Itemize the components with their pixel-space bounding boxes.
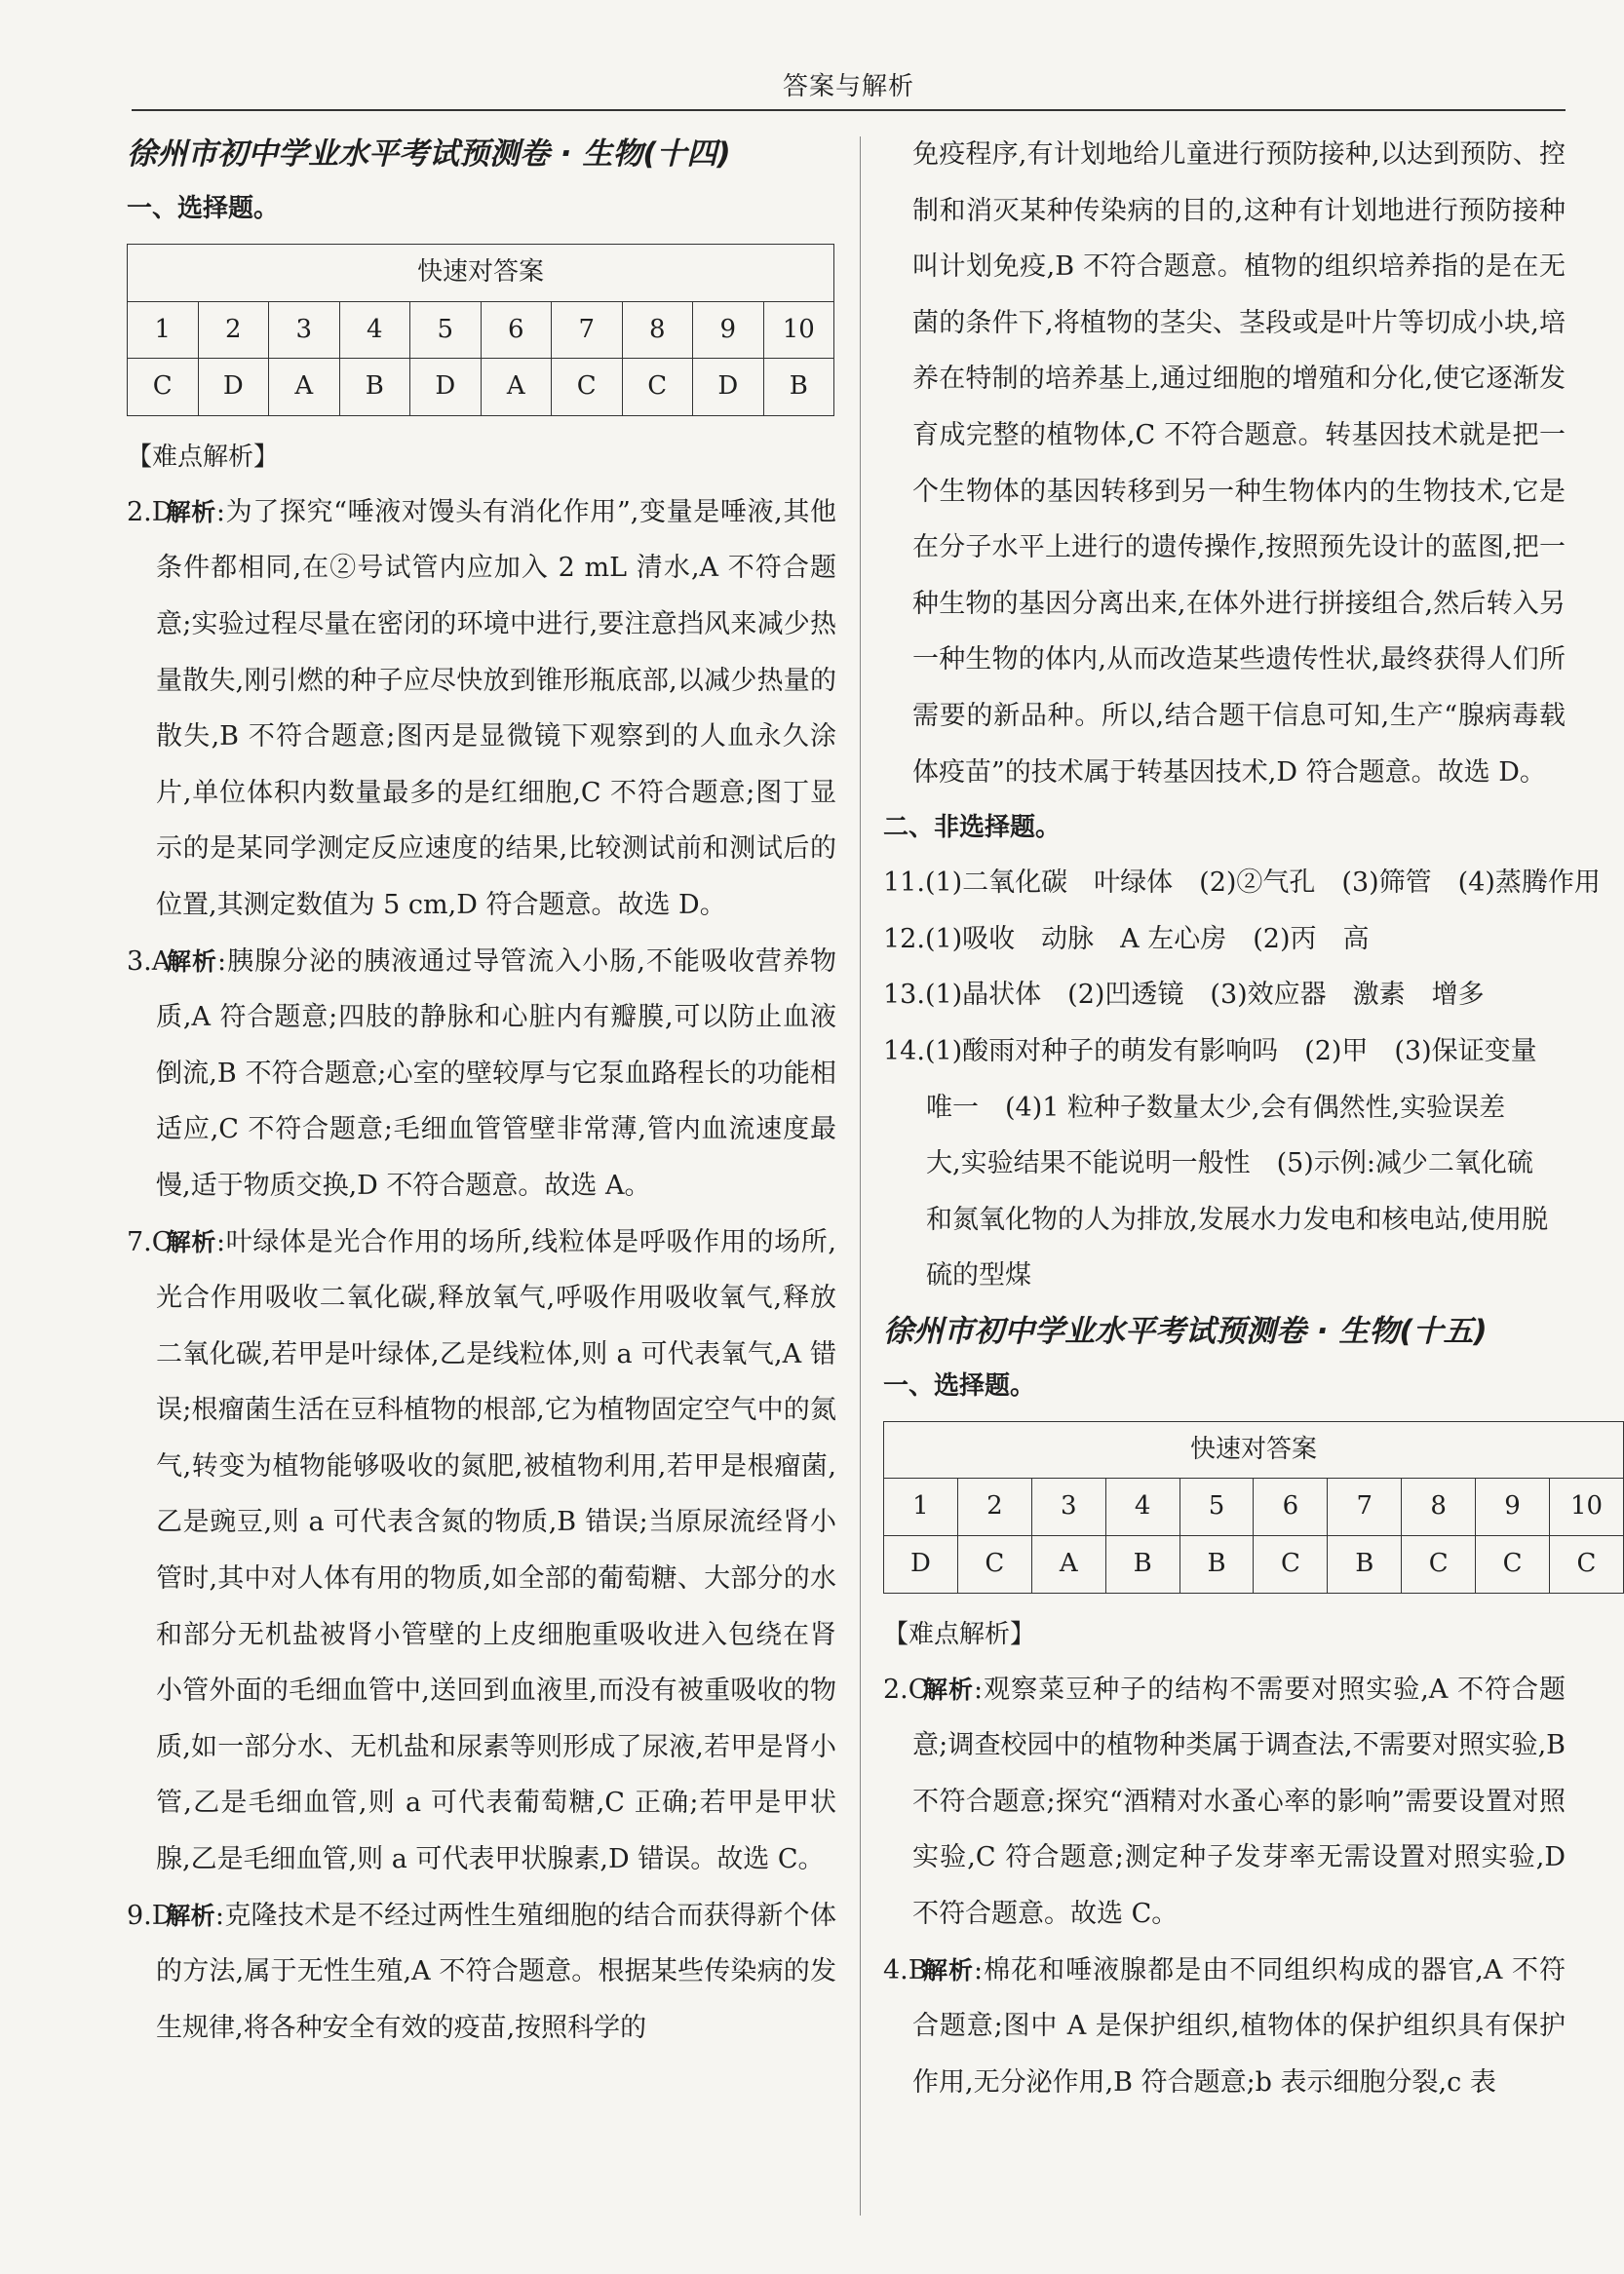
answer-cell: C	[1476, 1536, 1550, 1594]
answer-row	[128, 359, 834, 416]
question-number: 5	[410, 301, 482, 359]
question-number: 8	[1402, 1479, 1476, 1536]
analysis-label: 解析	[922, 1675, 975, 1704]
answer-cell: A	[481, 359, 552, 416]
answer-cell: B	[339, 359, 410, 416]
answer-cell: A	[269, 359, 340, 416]
answer-cell: B	[1105, 1536, 1179, 1594]
question-number: 7	[552, 301, 623, 359]
question-number: 9	[1476, 1479, 1550, 1536]
analysis-item	[883, 1662, 1566, 1943]
item-number: 4.B	[883, 1954, 928, 1985]
item-number: 7.C	[127, 1226, 173, 1257]
answer-table	[127, 244, 834, 416]
question-number-row	[128, 301, 834, 359]
question-number: 7	[1328, 1479, 1402, 1536]
answer-cell: C	[1402, 1536, 1476, 1594]
analysis-item	[127, 484, 836, 934]
answer-cell: C	[957, 1536, 1031, 1594]
analysis-label: 解析	[166, 1901, 215, 1930]
question-number: 4	[339, 301, 410, 359]
question-number: 6	[481, 301, 552, 359]
analysis-label: 解析	[166, 946, 218, 976]
answer-line: 14.(1)酸雨对种子的萌发有影响吗 (2)甲 (3)保证变量	[883, 1035, 1537, 1066]
analysis-item	[127, 1888, 836, 2057]
answer-cell: C	[128, 359, 199, 416]
question-number: 5	[1179, 1479, 1254, 1536]
answer-line: 12.(1)吸收 动脉 A 左心房 (2)丙 高	[883, 923, 1370, 954]
question-number: 9	[693, 301, 764, 359]
answer-cell: D	[884, 1536, 958, 1594]
answer-line: 硫的型煤	[926, 1260, 1031, 1291]
question-number: 10	[1550, 1479, 1624, 1536]
answer-cell: C	[552, 359, 623, 416]
item-number: 9.D	[127, 1900, 174, 1931]
answer-cell: B	[1179, 1536, 1254, 1594]
left-column	[127, 127, 836, 2235]
analysis-label: 解析	[922, 1955, 975, 1985]
answer-table-caption: 快速对答案	[128, 245, 834, 302]
analysis-text: :克隆技术是不经过两性生殖细胞的结合而获得新个体的方法,属于无性生殖,A 不符合题意。根据某些传染病的发生规律,将各种安全有效的疫苗,按照科学的	[156, 1900, 836, 2043]
answer-row	[884, 1536, 1624, 1594]
analysis-text: :胰腺分泌的胰液通过导管流入小肠,不能吸收营养物质,A 符合题意;四肢的静脉和心脏内有瓣膜,可以防止血液倒流,B 不符合题意;心室的壁较厚与它泵血路程长的功能相适应,C 不符合题意;毛细血管管壁非常薄,管内血流速度最慢,适于物质交换,D 不符合题意。故选 A。	[156, 945, 836, 1201]
analysis-item	[127, 934, 836, 1214]
analysis-heading: 【难点解析】	[127, 442, 280, 472]
answer-cell: C	[1254, 1536, 1328, 1594]
analysis-item	[883, 1943, 1566, 2111]
question-number: 2	[957, 1479, 1031, 1536]
question-number: 1	[128, 301, 199, 359]
analysis-text: :棉花和唾液腺都是由不同组织构成的器官,A 不符合题意;图中 A 是保护组织,植物体的保护组织具有保护作用,无分泌作用,B 符合题意;b 表示细胞分裂,c 表	[912, 1954, 1566, 2098]
analysis-text: :观察菜豆种子的结构不需要对照实验,A 不符合题意;调查校园中的植物种类属于调查法,不需要对照实验,B 不符合题意;探究“酒精对水蚤心率的影响”需要设置对照实验,C 符合题意;测定种子发芽率无需设置对照实验,D 不符合题意。故选 C。	[912, 1674, 1566, 1930]
question-number: 10	[763, 301, 834, 359]
answer-cell: C	[622, 359, 693, 416]
answer-cell: C	[1550, 1536, 1624, 1594]
section-heading: 一、选择题。	[127, 194, 280, 223]
answer-table-caption: 快速对答案	[884, 1421, 1624, 1479]
analysis-continuation: 免疫程序,有计划地给儿童进行预防接种,以达到预防、控制和消灭某种传染病的目的,这种有计划地进行预防接种叫计划免疫,B 不符合题意。植物的组织培养指的是在无菌的条件下,将植物的茎尖、茎段或是叶片等切成小块,培养在特制的培养基上,通过细胞的增殖和分化,使它逐渐发育成完整的植物体,C 不符合题意。转基因技术就是把一个生物体的基因转移到另一种生物体内的生物技术,它是在分子水平上进行的遗传操作,按照预先设计的蓝图,把一种生物的基因分离出来,在体外进行拼接组合,然后转入另一种生物的体内,从而改造某些遗传性状,最终获得人们所需要的新品种。所以,结合题干信息可知,生产“腺病毒载体疫苗”的技术属于转基因技术,D 符合题意。故选 D。	[912, 139, 1566, 788]
item-number: 2.D	[127, 496, 174, 527]
question-number: 2	[198, 301, 269, 359]
answer-cell: D	[198, 359, 269, 416]
answer-cell: A	[1031, 1536, 1105, 1594]
answer-cell: D	[693, 359, 764, 416]
analysis-heading: 【难点解析】	[883, 1619, 1036, 1649]
header-title: 答案与解析	[782, 72, 914, 101]
section-heading: 二、非选择题。	[883, 813, 1062, 843]
page-header	[132, 64, 1566, 111]
answer-line: 和氮氧化物的人为排放,发展水力发电和核电站,使用脱	[926, 1204, 1549, 1235]
answer-line: 唯一 (4)1 粒种子数量太少,会有偶然性,实验误差	[926, 1092, 1506, 1123]
right-column	[883, 127, 1604, 2235]
analysis-item	[127, 1214, 836, 1888]
analysis-label: 解析	[166, 497, 216, 526]
column-divider	[860, 136, 861, 2216]
question-number: 4	[1105, 1479, 1179, 1536]
answer-table	[883, 1421, 1624, 1594]
question-number: 1	[884, 1479, 958, 1536]
question-number: 6	[1254, 1479, 1328, 1536]
question-number: 8	[622, 301, 693, 359]
analysis-text: :叶绿体是光合作用的场所,线粒体是呼吸作用的场所,光合作用吸收二氧化碳,释放氧气,呼吸作用吸收氧气,释放二氧化碳,若甲是叶绿体,乙是线粒体,则 a 可代表氧气,A 错误;根瘤菌生活在豆科植物的根部,它为植物固定空气中的氮气,转变为植物能够吸收的氮肥,被植物利用,若甲是根瘤菌,乙是豌豆,则 a 可代表含氮的物质,B 错误;当原尿流经肾小管时,其中对人体有用的物质,如全部的葡萄糖、大部分的水和部分无机盐被肾小管壁的上皮细胞重吸收进入包绕在肾小管外面的毛细血管中,送回到血液里,而没有被重吸收的物质,如一部分水、无机盐和尿素等则形成了尿液,若甲是肾小管,乙是毛细血管,则 a 可代表葡萄糖,C 正确;若甲是甲状腺,乙是毛细血管,则 a 可代表甲状腺素,D 错误。故选 C。	[156, 1226, 836, 1875]
item-number: 2.C	[883, 1674, 929, 1705]
answer-line: 11.(1)二氧化碳 叶绿体 (2)②气孔 (3)筛管 (4)蒸腾作用	[883, 867, 1601, 899]
item-number: 3.A	[127, 945, 172, 977]
answer-line: 大,实验结果不能说明一般性 (5)示例:减少二氧化硫	[926, 1148, 1533, 1179]
answer-cell: B	[763, 359, 834, 416]
exam-title: 徐州市初中学业水平考试预测卷 · 生物(十四)	[127, 136, 731, 172]
analysis-text: :为了探究“唾液对馒头有消化作用”,变量是唾液,其他条件都相同,在②号试管内应加入 2 mL 清水,A 不符合题意;实验过程尽量在密闭的环境中进行,要注意挡风来减少热量散失,刚引燃的种子应尽快放到锥形瓶底部,以减少热量的散失,B 不符合题意;图丙是显微镜下观察到的人血永久涂片,单位体积内数量最多的是红细胞,C 不符合题意;图丁显示的是某同学测定反应速度的结果,比较测试前和测试后的位置,其测定数值为 5 cm,D 符合题意。故选 D。	[156, 496, 836, 920]
question-number-row	[884, 1479, 1624, 1536]
answer-line: 13.(1)晶状体 (2)凹透镜 (3)效应器 激素 增多	[883, 980, 1485, 1011]
answer-cell: D	[410, 359, 482, 416]
section-heading: 一、选择题。	[883, 1370, 1036, 1401]
analysis-label: 解析	[166, 1227, 216, 1256]
question-number: 3	[1031, 1479, 1105, 1536]
question-number: 3	[269, 301, 340, 359]
exam-title: 徐州市初中学业水平考试预测卷 · 生物(十五)	[883, 1313, 1488, 1349]
answer-cell: B	[1328, 1536, 1402, 1594]
